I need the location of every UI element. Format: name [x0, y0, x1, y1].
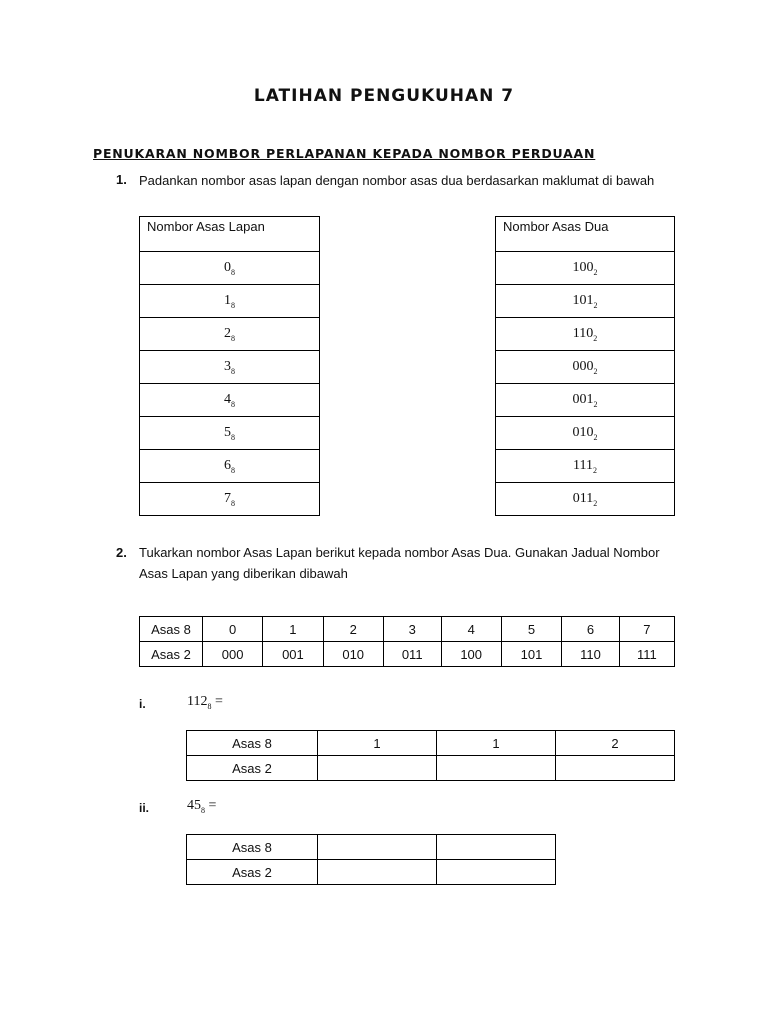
octal-value-cell-base: 8 [231, 466, 235, 475]
octal-value-cell [140, 318, 320, 351]
part-ii-label: ii. [139, 801, 150, 815]
ref-base8-cell: 5 [501, 617, 561, 642]
binary-value-cell [496, 285, 675, 318]
binary-value-cell-number: 100 [572, 260, 594, 275]
ref-base2-cell: 101 [501, 642, 561, 667]
question-1-text: Padankan nombor asas lapan dengan nombor asas dua berdasarkan maklumat di bawah [139, 173, 655, 188]
binary-value-cell [496, 417, 675, 450]
octal-value-cell-number: 7 [224, 491, 231, 506]
binary-value-cell-number: 000 [572, 359, 594, 374]
octal-value-cell-base: 8 [231, 268, 235, 277]
binary-value-cell-base: 2 [592, 466, 597, 475]
part-row-label: Asas 2 [187, 860, 318, 885]
binary-value-cell-number: 010 [572, 425, 594, 440]
octal-value-cell [140, 252, 320, 285]
octal-value-cell [140, 450, 320, 483]
ref-base2-cell: 001 [263, 642, 323, 667]
ref-base2-cell: 100 [441, 642, 501, 667]
octal-value-cell-base: 8 [231, 334, 235, 343]
octal-digit-cell: 2 [556, 731, 675, 756]
ref-base2-cell: 000 [203, 642, 263, 667]
part-row-label: Asas 8 [187, 731, 318, 756]
binary-answer-cell[interactable] [437, 860, 556, 885]
octal-digit-cell [437, 835, 556, 860]
binary-value-cell-base: 2 [593, 334, 598, 343]
binary-value-cell [496, 384, 675, 417]
ref-base8-cell: 1 [263, 617, 323, 642]
ref-base2-cell: 011 [383, 642, 441, 667]
part-i-label: i. [139, 697, 146, 711]
part-i-table [186, 730, 675, 781]
octal-value-cell-number: 0 [224, 260, 231, 275]
part-ii-table [186, 834, 556, 885]
octal-value-cell-number: 5 [224, 425, 231, 440]
octal-value-cell-base: 8 [231, 400, 235, 409]
question-2-text: Tukarkan nombor Asas Lapan berikut kepada nombor Asas Dua. Gunakan Jadual Nombor Asas Lapan yang diberikan dibawah [139, 545, 660, 581]
ref-base8-cell: 7 [619, 617, 674, 642]
binary-value-cell-base: 2 [593, 367, 598, 376]
octal-value-cell-base: 8 [231, 433, 235, 442]
octal-value-cell-number: 6 [224, 458, 231, 473]
part-i-equals: = [214, 694, 223, 709]
binary-value-cell [496, 351, 675, 384]
binary-value-cell-base: 2 [593, 268, 598, 277]
ref-base8-cell: 0 [203, 617, 263, 642]
binary-answer-cell[interactable] [318, 860, 437, 885]
part-i-number: 112 [187, 694, 208, 709]
binary-value-cell-base: 2 [593, 400, 598, 409]
ref-base8-cell: 6 [562, 617, 620, 642]
binary-list-table [495, 216, 675, 516]
part-ii-expression [187, 798, 216, 814]
binary-value-cell [496, 252, 675, 285]
binary-answer-cell[interactable] [437, 756, 556, 781]
ref-base2-cell: 010 [323, 642, 383, 667]
octal-digit-cell [318, 835, 437, 860]
binary-value-cell-number: 011 [572, 491, 594, 506]
binary-value-cell-number: 111 [573, 458, 593, 473]
binary-value-cell [496, 483, 675, 516]
binary-value-cell [496, 450, 675, 483]
ref-row-label: Asas 8 [140, 617, 203, 642]
binary-value-cell [496, 318, 675, 351]
reference-table [139, 616, 675, 667]
binary-value-cell-number: 101 [572, 293, 594, 308]
octal-list-header: Nombor Asas Lapan [140, 217, 320, 252]
octal-value-cell [140, 351, 320, 384]
ref-base8-cell: 2 [323, 617, 383, 642]
question-1-number: 1. [116, 172, 127, 187]
ref-base8-cell: 4 [441, 617, 501, 642]
binary-value-cell-base: 2 [593, 433, 598, 442]
section-subtitle: PENUKARAN NOMBOR PERLAPANAN KEPADA NOMBOR PERDUAAN [93, 146, 596, 161]
octal-value-cell [140, 384, 320, 417]
octal-value-cell-number: 3 [224, 359, 231, 374]
ref-base2-cell: 111 [619, 642, 674, 667]
part-i-base: 8 [207, 702, 212, 711]
octal-value-cell [140, 417, 320, 450]
part-ii-number: 45 [187, 798, 201, 813]
binary-answer-cell[interactable] [556, 756, 675, 781]
binary-list-header: Nombor Asas Dua [496, 217, 675, 252]
octal-digit-cell: 1 [318, 731, 437, 756]
part-row-label: Asas 2 [187, 756, 318, 781]
octal-value-cell-number: 2 [224, 326, 231, 341]
octal-list-table [139, 216, 320, 516]
octal-value-cell-number: 1 [224, 293, 231, 308]
ref-row-label: Asas 2 [140, 642, 203, 667]
ref-base2-cell: 110 [562, 642, 620, 667]
part-ii-base: 8 [201, 806, 205, 815]
octal-value-cell-number: 4 [224, 392, 231, 407]
binary-value-cell-base: 2 [593, 301, 598, 310]
octal-value-cell-base: 8 [231, 367, 235, 376]
octal-value-cell-base: 8 [231, 499, 235, 508]
part-i-expression [187, 694, 223, 710]
binary-value-cell-base: 2 [593, 499, 598, 508]
binary-value-cell-number: 110 [572, 326, 594, 341]
binary-value-cell-number: 001 [572, 392, 594, 407]
part-row-label: Asas 8 [187, 835, 318, 860]
octal-value-cell [140, 285, 320, 318]
octal-value-cell-base: 8 [231, 301, 235, 310]
question-2-number: 2. [116, 545, 127, 560]
octal-value-cell [140, 483, 320, 516]
octal-digit-cell: 1 [437, 731, 556, 756]
binary-answer-cell[interactable] [318, 756, 437, 781]
ref-base8-cell: 3 [383, 617, 441, 642]
worksheet-title: LATIHAN PENGUKUHAN 7 [253, 86, 515, 106]
part-ii-equals: = [208, 798, 217, 813]
